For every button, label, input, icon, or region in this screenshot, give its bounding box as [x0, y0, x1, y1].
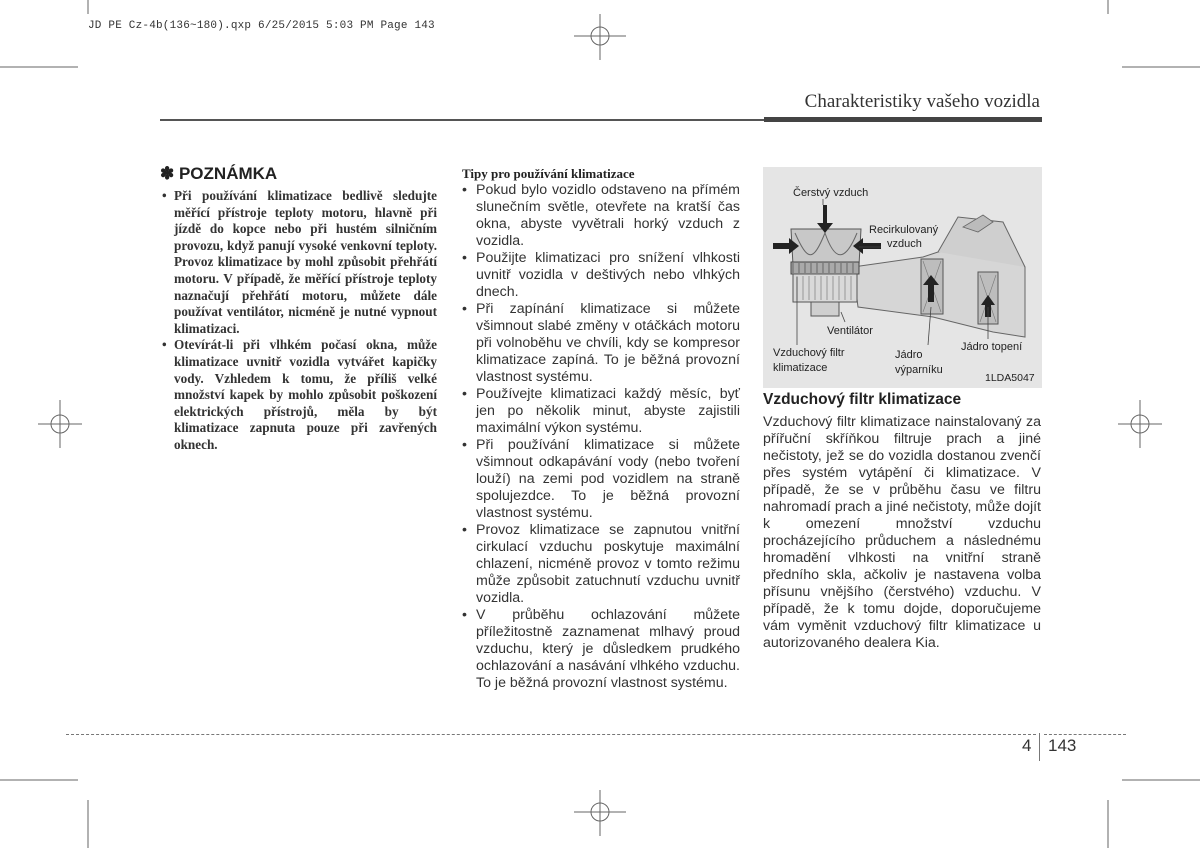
label-heater: Jádro topení	[961, 341, 1023, 353]
tip-item: • Použijte klimatizaci pro snížení vlhkosti uvnitř vozidla v deštivých nebo vlhkých dnech.	[462, 250, 740, 301]
chapter-title: Charakteristiky vašeho vozidla	[804, 91, 1040, 112]
tip-item: • Při používání klimatizace si můžete všimnout odkapávání vody (nebo tvoření louží) na zemi pod vozidlem na straně spolujezdce. To je běžná provozní vlastnost systému.	[462, 437, 740, 522]
hvac-diagram	[763, 167, 1042, 388]
note-title: ✽ POZNÁMKA	[160, 164, 278, 183]
page-separator	[1039, 733, 1040, 761]
page-number: 143	[1048, 736, 1077, 755]
label-filter-2: klimatizace	[773, 362, 828, 374]
label-fan: Ventilátor	[827, 325, 873, 337]
label-recirc-1: Recirkulovaný	[869, 224, 939, 236]
filter-section-body: Vzduchový filtr klimatizace nainstalovaný za přířuční skříňkou filtruje prach a jiné nečistoty, jež se do vozidla dostanou zvenčí přes systém vytápění či klimatizace. V případě, že se v průběhu času ve filtru nahromadí prach a jiné nečistoty, může dojít k omezení množství vzduchu procházejícího průduchem a následnému hromadění vlhkosti na vnitřní straně předního skla, ačkoliv je nastavena volba přísunu vnějšího (čerstvého) vzduchu. V případě, že k tomu dojde, doporučujeme vám vyměnit vzduchový filtr klimatizace u autorizovaného dealera Kia.	[763, 414, 1041, 651]
page-section: 4	[1022, 736, 1032, 755]
header-rule-bold	[764, 117, 1042, 122]
label-evap-2: výparníku	[895, 364, 943, 376]
footer-rule-right	[1044, 734, 1126, 735]
tip-item: • Při zapínání klimatizace si můžete všimnout slabé změny v otáčkách motoru při volnoběhu ve chvíli, kdy se kompresor klimatizace zapíná. To je běžná provozní vlastnost systému.	[462, 301, 740, 386]
footer-rule	[66, 734, 1036, 735]
note-list	[160, 188, 437, 454]
note-item: • Při používání klimatizace bedlivě sledujte měřící přístroje teploty motoru, hlavně při jízdě do kopce nebo při hustém silničním provozu, když panují vysoké venkovní teploty. Provoz klimatizace by mohl způsobit přehřátí motoru. V případě, že měřící přístroje teploty naznačují přehřátí motoru, můžete dále používat ventilátor, nicméně je nutné vypnout klimatizaci.	[160, 188, 437, 337]
print-header: JD PE Cz-4b(136~180).qxp 6/25/2015 5:03 PM Page 143	[88, 20, 435, 32]
tip-item: • Používejte klimatizaci každý měsíc, byť jen po několik minut, abyste zajistili maximální výkon systému.	[462, 386, 740, 437]
tips-list	[462, 182, 740, 692]
figure-code: 1LDA5047	[985, 372, 1035, 384]
tip-item: • Provoz klimatizace se zapnutou vnitřní cirkulací vzduchu poskytuje maximální chlazení, nicméně provoz v tomto režimu může způsobit zatuchnutí vzduchu uvnitř vozidla.	[462, 522, 740, 607]
label-filter-1: Vzduchový filtr	[773, 347, 845, 359]
label-recirc-2: vzduch	[887, 238, 922, 250]
note-item: • Otevírát-li při vlhkém počasí okna, může klimatizace uvnitř vozidla vytvářet kapičky vody. Vzhledem k tomu, že příliš velké množství kapek by mohlo způsobit poškození elektrických přístrojů, měla by být klimatizace zapnuta pouze při zavřených oknech.	[160, 337, 437, 453]
filter-section-title: Vzduchový filtr klimatizace	[763, 391, 962, 408]
tip-item: • V průběhu ochlazování můžete příležitostně zaznamenat mlhavý proud vzduchu, který je důsledkem prudkého ochlazování a nasávání vlhkého vzduchu. To je běžná provozní vlastnost systému.	[462, 607, 740, 692]
label-evap-1: Jádro	[895, 349, 923, 361]
tip-item: • Pokud bylo vozidlo odstaveno na přímém slunečním světle, otevřete na kratší čas okna, abyste vyvětrali horký vzduch z vozidla.	[462, 182, 740, 250]
label-fresh-air: Čerstvý vzduch	[793, 187, 869, 199]
header-rule	[160, 119, 764, 121]
tips-title: Tipy pro používání klimatizace	[462, 166, 635, 181]
